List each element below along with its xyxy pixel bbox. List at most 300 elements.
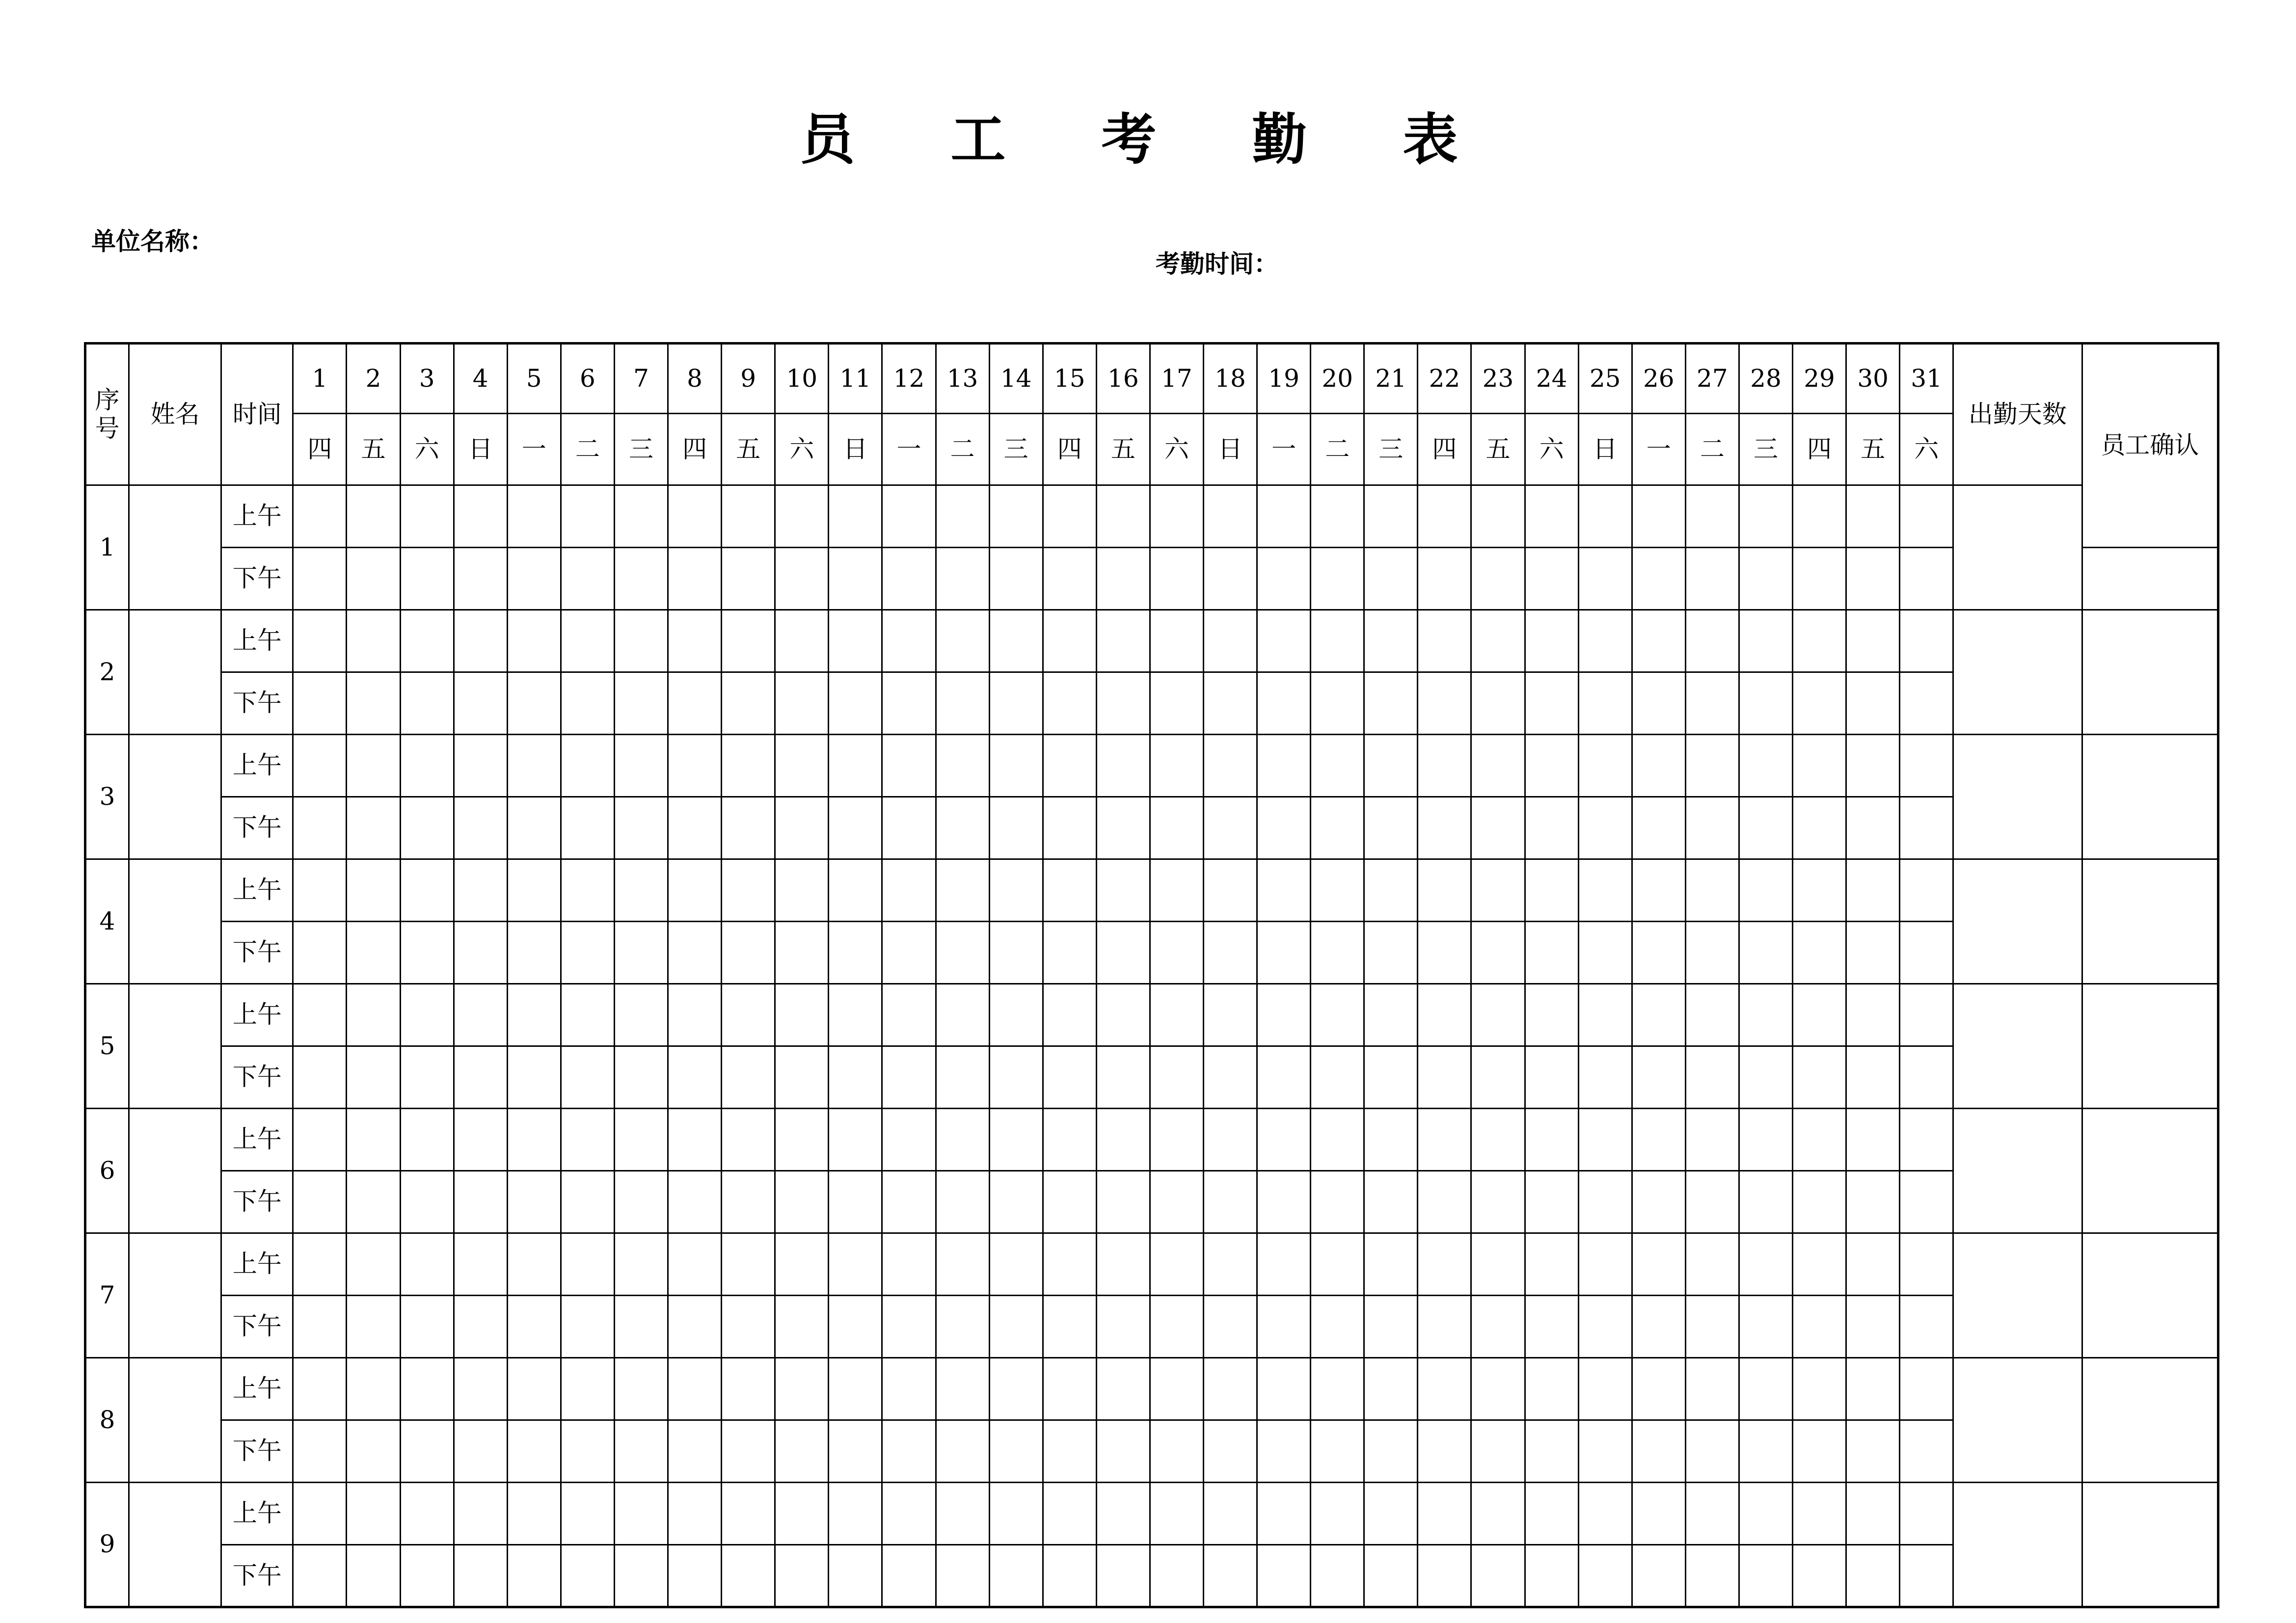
attendance-cell[interactable] xyxy=(668,485,722,548)
attendance-cell[interactable] xyxy=(1203,548,1257,610)
attendance-cell[interactable] xyxy=(775,922,829,984)
attendance-cell[interactable] xyxy=(1685,1233,1739,1296)
attendance-cell[interactable] xyxy=(1471,1483,1525,1545)
attendance-cell[interactable] xyxy=(614,1358,668,1420)
attendance-cell[interactable] xyxy=(989,1483,1043,1545)
attendance-cell[interactable] xyxy=(1846,1109,1900,1171)
attendance-cell[interactable] xyxy=(1150,610,1203,672)
attendance-cell[interactable] xyxy=(882,1109,936,1171)
attendance-cell[interactable] xyxy=(1257,922,1311,984)
attendance-cell[interactable] xyxy=(400,797,454,859)
attendance-cell[interactable] xyxy=(1257,610,1311,672)
attendance-cell[interactable] xyxy=(1632,797,1685,859)
attendance-cell[interactable] xyxy=(1525,548,1578,610)
attendance-cell[interactable] xyxy=(347,1171,400,1233)
attendance-cell[interactable] xyxy=(1043,1046,1096,1109)
attendance-cell[interactable] xyxy=(400,1358,454,1420)
attendance-cell[interactable] xyxy=(989,735,1043,797)
attendance-cell[interactable] xyxy=(1739,1420,1792,1483)
attendance-cell[interactable] xyxy=(936,1358,989,1420)
attendance-cell[interactable] xyxy=(1203,1233,1257,1296)
attendance-cell[interactable] xyxy=(775,797,829,859)
attendance-cell[interactable] xyxy=(1257,1420,1311,1483)
attendance-cell[interactable] xyxy=(1418,1545,1471,1607)
attendance-cell[interactable] xyxy=(1043,1483,1096,1545)
attendance-cell[interactable] xyxy=(989,797,1043,859)
attendance-cell[interactable] xyxy=(1418,672,1471,735)
attendance-cell[interactable] xyxy=(1900,1358,1953,1420)
attendance-cell[interactable] xyxy=(347,1358,400,1420)
attendance-cell[interactable] xyxy=(1257,1046,1311,1109)
attendance-cell[interactable] xyxy=(1846,1545,1900,1607)
attendance-cell[interactable] xyxy=(1150,859,1203,922)
attendance-cell[interactable] xyxy=(1793,922,1846,984)
attendance-cell[interactable] xyxy=(1043,610,1096,672)
attendance-cell[interactable] xyxy=(1096,1483,1150,1545)
attendance-cell[interactable] xyxy=(507,548,561,610)
attendance-cell[interactable] xyxy=(1043,735,1096,797)
attendance-cell[interactable] xyxy=(614,1483,668,1545)
attendance-cell[interactable] xyxy=(1364,797,1418,859)
attendance-cell[interactable] xyxy=(1150,1171,1203,1233)
attendance-cell[interactable] xyxy=(1793,735,1846,797)
attendance-cell[interactable] xyxy=(1043,1171,1096,1233)
attendance-cell[interactable] xyxy=(1739,1109,1792,1171)
attendance-days-cell[interactable] xyxy=(1953,1233,2082,1358)
attendance-cell[interactable] xyxy=(989,1171,1043,1233)
attendance-cell[interactable] xyxy=(507,1420,561,1483)
attendance-cell[interactable] xyxy=(400,610,454,672)
attendance-cell[interactable] xyxy=(400,1046,454,1109)
attendance-cell[interactable] xyxy=(561,672,614,735)
attendance-cell[interactable] xyxy=(722,1296,775,1358)
attendance-cell[interactable] xyxy=(561,1483,614,1545)
attendance-cell[interactable] xyxy=(400,1233,454,1296)
attendance-cell[interactable] xyxy=(1364,1233,1418,1296)
attendance-cell[interactable] xyxy=(347,922,400,984)
attendance-cell[interactable] xyxy=(989,1358,1043,1420)
attendance-cell[interactable] xyxy=(1203,1420,1257,1483)
attendance-cell[interactable] xyxy=(668,1545,722,1607)
attendance-cell[interactable] xyxy=(614,485,668,548)
attendance-cell[interactable] xyxy=(347,1545,400,1607)
attendance-cell[interactable] xyxy=(1685,672,1739,735)
attendance-cell[interactable] xyxy=(775,610,829,672)
attendance-cell[interactable] xyxy=(936,984,989,1046)
attendance-cell[interactable] xyxy=(829,1233,882,1296)
attendance-cell[interactable] xyxy=(1043,672,1096,735)
attendance-cell[interactable] xyxy=(936,1420,989,1483)
attendance-cell[interactable] xyxy=(1685,1358,1739,1420)
attendance-cell[interactable] xyxy=(1096,735,1150,797)
attendance-cell[interactable] xyxy=(347,1109,400,1171)
attendance-cell[interactable] xyxy=(400,485,454,548)
attendance-cell[interactable] xyxy=(1525,1046,1578,1109)
attendance-cell[interactable] xyxy=(829,548,882,610)
attendance-cell[interactable] xyxy=(882,1483,936,1545)
attendance-cell[interactable] xyxy=(1525,797,1578,859)
attendance-cell[interactable] xyxy=(668,672,722,735)
employee-name-cell[interactable] xyxy=(129,1109,221,1233)
attendance-cell[interactable] xyxy=(1203,1046,1257,1109)
employee-confirm-cell[interactable] xyxy=(2082,1233,2218,1358)
attendance-cell[interactable] xyxy=(347,797,400,859)
attendance-cell[interactable] xyxy=(1096,610,1150,672)
attendance-cell[interactable] xyxy=(614,1046,668,1109)
attendance-cell[interactable] xyxy=(614,1545,668,1607)
attendance-cell[interactable] xyxy=(1739,1171,1792,1233)
attendance-cell[interactable] xyxy=(722,735,775,797)
attendance-days-cell[interactable] xyxy=(1953,984,2082,1109)
attendance-cell[interactable] xyxy=(454,672,507,735)
attendance-cell[interactable] xyxy=(293,1233,347,1296)
attendance-cell[interactable] xyxy=(507,1171,561,1233)
employee-confirm-cell[interactable] xyxy=(2082,984,2218,1109)
attendance-cell[interactable] xyxy=(1739,610,1792,672)
attendance-cell[interactable] xyxy=(1900,1171,1953,1233)
attendance-cell[interactable] xyxy=(1150,984,1203,1046)
attendance-cell[interactable] xyxy=(1525,610,1578,672)
attendance-cell[interactable] xyxy=(1739,485,1792,548)
attendance-cell[interactable] xyxy=(1525,1233,1578,1296)
attendance-cell[interactable] xyxy=(1096,859,1150,922)
attendance-cell[interactable] xyxy=(400,984,454,1046)
attendance-cell[interactable] xyxy=(347,1233,400,1296)
attendance-cell[interactable] xyxy=(1096,1046,1150,1109)
attendance-cell[interactable] xyxy=(1793,984,1846,1046)
attendance-cell[interactable] xyxy=(775,984,829,1046)
attendance-cell[interactable] xyxy=(882,1171,936,1233)
attendance-cell[interactable] xyxy=(1793,672,1846,735)
attendance-cell[interactable] xyxy=(1739,1046,1792,1109)
attendance-cell[interactable] xyxy=(936,859,989,922)
attendance-cell[interactable] xyxy=(936,1171,989,1233)
attendance-cell[interactable] xyxy=(989,984,1043,1046)
attendance-cell[interactable] xyxy=(1471,1358,1525,1420)
attendance-cell[interactable] xyxy=(1311,735,1364,797)
attendance-cell[interactable] xyxy=(507,1358,561,1420)
attendance-cell[interactable] xyxy=(1364,1545,1418,1607)
attendance-cell[interactable] xyxy=(507,610,561,672)
attendance-cell[interactable] xyxy=(1203,1109,1257,1171)
attendance-cell[interactable] xyxy=(561,485,614,548)
attendance-cell[interactable] xyxy=(1846,735,1900,797)
attendance-cell[interactable] xyxy=(989,485,1043,548)
attendance-cell[interactable] xyxy=(614,797,668,859)
attendance-cell[interactable] xyxy=(1203,672,1257,735)
attendance-cell[interactable] xyxy=(293,797,347,859)
employee-name-cell[interactable] xyxy=(129,1358,221,1483)
attendance-cell[interactable] xyxy=(1900,1545,1953,1607)
attendance-cell[interactable] xyxy=(1418,1483,1471,1545)
attendance-cell[interactable] xyxy=(668,1420,722,1483)
attendance-cell[interactable] xyxy=(1578,672,1632,735)
attendance-cell[interactable] xyxy=(668,548,722,610)
attendance-cell[interactable] xyxy=(1739,922,1792,984)
attendance-cell[interactable] xyxy=(1418,735,1471,797)
attendance-cell[interactable] xyxy=(561,797,614,859)
attendance-cell[interactable] xyxy=(829,859,882,922)
attendance-cell[interactable] xyxy=(1846,1483,1900,1545)
attendance-cell[interactable] xyxy=(507,1046,561,1109)
attendance-cell[interactable] xyxy=(1311,548,1364,610)
attendance-cell[interactable] xyxy=(1685,1171,1739,1233)
attendance-cell[interactable] xyxy=(293,1296,347,1358)
attendance-cell[interactable] xyxy=(775,1046,829,1109)
attendance-cell[interactable] xyxy=(1525,1358,1578,1420)
attendance-cell[interactable] xyxy=(1257,1233,1311,1296)
attendance-cell[interactable] xyxy=(1203,485,1257,548)
attendance-cell[interactable] xyxy=(882,485,936,548)
attendance-cell[interactable] xyxy=(1364,1046,1418,1109)
attendance-cell[interactable] xyxy=(1418,610,1471,672)
attendance-cell[interactable] xyxy=(1150,735,1203,797)
attendance-cell[interactable] xyxy=(1203,984,1257,1046)
employee-name-cell[interactable] xyxy=(129,1483,221,1607)
attendance-cell[interactable] xyxy=(1793,797,1846,859)
attendance-cell[interactable] xyxy=(1900,610,1953,672)
attendance-cell[interactable] xyxy=(293,1420,347,1483)
attendance-cell[interactable] xyxy=(829,797,882,859)
attendance-cell[interactable] xyxy=(1846,672,1900,735)
attendance-cell[interactable] xyxy=(561,735,614,797)
attendance-cell[interactable] xyxy=(1311,797,1364,859)
attendance-cell[interactable] xyxy=(1632,984,1685,1046)
attendance-cell[interactable] xyxy=(1418,1420,1471,1483)
attendance-cell[interactable] xyxy=(1364,1109,1418,1171)
attendance-cell[interactable] xyxy=(347,1046,400,1109)
attendance-cell[interactable] xyxy=(989,922,1043,984)
attendance-cell[interactable] xyxy=(1043,1545,1096,1607)
attendance-cell[interactable] xyxy=(668,1046,722,1109)
attendance-cell[interactable] xyxy=(1685,485,1739,548)
attendance-cell[interactable] xyxy=(829,1420,882,1483)
attendance-cell[interactable] xyxy=(1578,1109,1632,1171)
attendance-cell[interactable] xyxy=(1096,1171,1150,1233)
attendance-cell[interactable] xyxy=(989,1233,1043,1296)
attendance-cell[interactable] xyxy=(1364,548,1418,610)
attendance-cell[interactable] xyxy=(829,485,882,548)
attendance-cell[interactable] xyxy=(1418,1046,1471,1109)
attendance-cell[interactable] xyxy=(775,735,829,797)
attendance-cell[interactable] xyxy=(775,485,829,548)
attendance-cell[interactable] xyxy=(454,984,507,1046)
attendance-cell[interactable] xyxy=(1525,859,1578,922)
attendance-cell[interactable] xyxy=(614,1420,668,1483)
attendance-cell[interactable] xyxy=(293,984,347,1046)
attendance-cell[interactable] xyxy=(1364,922,1418,984)
attendance-cell[interactable] xyxy=(1257,1171,1311,1233)
attendance-cell[interactable] xyxy=(989,1420,1043,1483)
attendance-cell[interactable] xyxy=(1043,922,1096,984)
attendance-cell[interactable] xyxy=(1632,672,1685,735)
attendance-cell[interactable] xyxy=(1739,1233,1792,1296)
attendance-cell[interactable] xyxy=(1096,1545,1150,1607)
attendance-cell[interactable] xyxy=(454,1171,507,1233)
attendance-cell[interactable] xyxy=(722,610,775,672)
attendance-cell[interactable] xyxy=(668,1109,722,1171)
attendance-cell[interactable] xyxy=(1043,859,1096,922)
attendance-cell[interactable] xyxy=(347,485,400,548)
attendance-cell[interactable] xyxy=(1578,1296,1632,1358)
attendance-cell[interactable] xyxy=(1150,1483,1203,1545)
attendance-cell[interactable] xyxy=(1578,1358,1632,1420)
attendance-cell[interactable] xyxy=(1150,797,1203,859)
attendance-cell[interactable] xyxy=(1203,922,1257,984)
attendance-cell[interactable] xyxy=(614,922,668,984)
attendance-cell[interactable] xyxy=(775,1296,829,1358)
attendance-cell[interactable] xyxy=(507,922,561,984)
attendance-cell[interactable] xyxy=(1846,797,1900,859)
attendance-cell[interactable] xyxy=(1043,1358,1096,1420)
attendance-cell[interactable] xyxy=(347,1420,400,1483)
attendance-cell[interactable] xyxy=(1525,485,1578,548)
attendance-cell[interactable] xyxy=(1685,1046,1739,1109)
attendance-cell[interactable] xyxy=(561,1233,614,1296)
attendance-cell[interactable] xyxy=(882,922,936,984)
attendance-cell[interactable] xyxy=(1418,1296,1471,1358)
attendance-cell[interactable] xyxy=(1578,984,1632,1046)
attendance-cell[interactable] xyxy=(1364,735,1418,797)
attendance-cell[interactable] xyxy=(882,1296,936,1358)
attendance-days-cell[interactable] xyxy=(1953,1358,2082,1483)
attendance-cell[interactable] xyxy=(1685,922,1739,984)
attendance-days-cell[interactable] xyxy=(1953,610,2082,735)
attendance-cell[interactable] xyxy=(1739,1296,1792,1358)
attendance-cell[interactable] xyxy=(668,1171,722,1233)
attendance-cell[interactable] xyxy=(668,797,722,859)
attendance-cell[interactable] xyxy=(561,548,614,610)
attendance-cell[interactable] xyxy=(507,735,561,797)
attendance-cell[interactable] xyxy=(989,1046,1043,1109)
attendance-cell[interactable] xyxy=(882,610,936,672)
attendance-cell[interactable] xyxy=(1525,1296,1578,1358)
employee-confirm-cell[interactable] xyxy=(2082,735,2218,859)
attendance-cell[interactable] xyxy=(454,548,507,610)
attendance-cell[interactable] xyxy=(1364,610,1418,672)
attendance-cell[interactable] xyxy=(1900,548,1953,610)
attendance-days-cell[interactable] xyxy=(1953,485,2082,610)
attendance-cell[interactable] xyxy=(1043,485,1096,548)
attendance-cell[interactable] xyxy=(722,797,775,859)
attendance-cell[interactable] xyxy=(775,1545,829,1607)
attendance-cell[interactable] xyxy=(1471,1545,1525,1607)
attendance-cell[interactable] xyxy=(293,1109,347,1171)
attendance-cell[interactable] xyxy=(1257,1483,1311,1545)
attendance-cell[interactable] xyxy=(454,1233,507,1296)
attendance-cell[interactable] xyxy=(400,672,454,735)
attendance-cell[interactable] xyxy=(1578,1233,1632,1296)
attendance-cell[interactable] xyxy=(1150,1358,1203,1420)
attendance-cell[interactable] xyxy=(1793,1046,1846,1109)
attendance-cell[interactable] xyxy=(668,859,722,922)
attendance-cell[interactable] xyxy=(454,922,507,984)
attendance-cell[interactable] xyxy=(1311,1296,1364,1358)
attendance-cell[interactable] xyxy=(1364,1483,1418,1545)
attendance-cell[interactable] xyxy=(936,548,989,610)
attendance-cell[interactable] xyxy=(1257,1358,1311,1420)
attendance-cell[interactable] xyxy=(1203,859,1257,922)
attendance-cell[interactable] xyxy=(347,1296,400,1358)
attendance-cell[interactable] xyxy=(400,548,454,610)
attendance-cell[interactable] xyxy=(829,610,882,672)
attendance-cell[interactable] xyxy=(722,1483,775,1545)
attendance-cell[interactable] xyxy=(936,1296,989,1358)
attendance-cell[interactable] xyxy=(1578,1545,1632,1607)
attendance-cell[interactable] xyxy=(1043,548,1096,610)
attendance-cell[interactable] xyxy=(1739,1545,1792,1607)
attendance-cell[interactable] xyxy=(1578,548,1632,610)
attendance-cell[interactable] xyxy=(1150,548,1203,610)
attendance-cell[interactable] xyxy=(1150,1233,1203,1296)
attendance-cell[interactable] xyxy=(1900,1233,1953,1296)
attendance-cell[interactable] xyxy=(829,1545,882,1607)
attendance-cell[interactable] xyxy=(1471,735,1525,797)
attendance-cell[interactable] xyxy=(614,1171,668,1233)
attendance-cell[interactable] xyxy=(400,922,454,984)
employee-name-cell[interactable] xyxy=(129,1233,221,1358)
attendance-cell[interactable] xyxy=(561,1420,614,1483)
attendance-cell[interactable] xyxy=(882,672,936,735)
attendance-cell[interactable] xyxy=(1418,548,1471,610)
attendance-cell[interactable] xyxy=(1096,984,1150,1046)
attendance-cell[interactable] xyxy=(1311,610,1364,672)
attendance-cell[interactable] xyxy=(347,735,400,797)
attendance-cell[interactable] xyxy=(1739,1358,1792,1420)
attendance-cell[interactable] xyxy=(1418,1109,1471,1171)
attendance-cell[interactable] xyxy=(507,984,561,1046)
attendance-days-cell[interactable] xyxy=(1953,1483,2082,1607)
attendance-cell[interactable] xyxy=(1471,1420,1525,1483)
attendance-cell[interactable] xyxy=(775,859,829,922)
attendance-cell[interactable] xyxy=(1203,1483,1257,1545)
attendance-cell[interactable] xyxy=(882,1046,936,1109)
attendance-cell[interactable] xyxy=(775,1171,829,1233)
attendance-cell[interactable] xyxy=(1150,1109,1203,1171)
attendance-cell[interactable] xyxy=(561,1046,614,1109)
attendance-cell[interactable] xyxy=(454,797,507,859)
attendance-cell[interactable] xyxy=(1793,859,1846,922)
attendance-cell[interactable] xyxy=(1846,485,1900,548)
attendance-cell[interactable] xyxy=(989,859,1043,922)
attendance-cell[interactable] xyxy=(882,1545,936,1607)
attendance-cell[interactable] xyxy=(668,1296,722,1358)
attendance-cell[interactable] xyxy=(293,859,347,922)
attendance-cell[interactable] xyxy=(722,859,775,922)
attendance-cell[interactable] xyxy=(507,672,561,735)
attendance-cell[interactable] xyxy=(936,485,989,548)
attendance-cell[interactable] xyxy=(722,922,775,984)
attendance-days-cell[interactable] xyxy=(1953,735,2082,859)
attendance-cell[interactable] xyxy=(1471,984,1525,1046)
attendance-cell[interactable] xyxy=(1257,797,1311,859)
attendance-cell[interactable] xyxy=(1793,1420,1846,1483)
attendance-cell[interactable] xyxy=(1471,1046,1525,1109)
attendance-cell[interactable] xyxy=(1364,1358,1418,1420)
attendance-cell[interactable] xyxy=(936,735,989,797)
attendance-cell[interactable] xyxy=(722,1046,775,1109)
attendance-cell[interactable] xyxy=(1846,1420,1900,1483)
attendance-cell[interactable] xyxy=(1632,1109,1685,1171)
attendance-cell[interactable] xyxy=(1846,1358,1900,1420)
attendance-cell[interactable] xyxy=(1525,735,1578,797)
attendance-days-cell[interactable] xyxy=(1953,859,2082,984)
attendance-cell[interactable] xyxy=(668,984,722,1046)
attendance-cell[interactable] xyxy=(1096,548,1150,610)
attendance-cell[interactable] xyxy=(561,610,614,672)
attendance-cell[interactable] xyxy=(1632,610,1685,672)
attendance-cell[interactable] xyxy=(1257,548,1311,610)
